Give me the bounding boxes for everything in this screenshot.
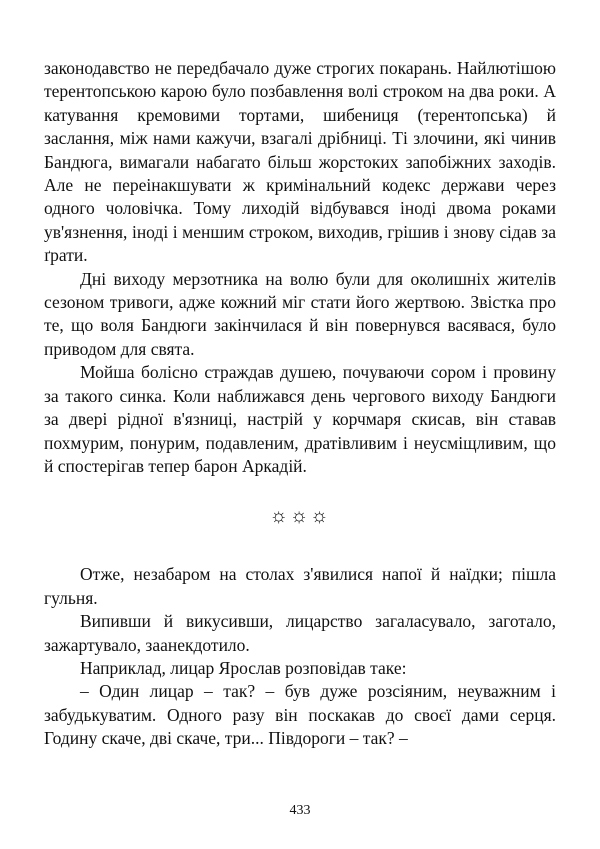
page-number: 433	[289, 803, 311, 818]
text-before-divider	[44, 57, 556, 478]
paragraph: Випивши й викусивши, лицарство загаласувало, заготало, зажартувало, заанекдотило.	[44, 611, 556, 655]
section-divider: ☼☼☼	[269, 505, 331, 528]
paragraph: Отже, незабаром на столах з'явилися напої й наїдки; пішла гульня.	[44, 564, 556, 608]
paragraph: Наприклад, лицар Ярослав розповідав таке:	[80, 657, 407, 678]
paragraph: Дні виходу мерзотника на волю були для околишніх жителів сезоном тривоги, адже кожний міг стати його жертвою. Звістка про те, що воля Бандюги закінчилася й він повернувся васявася, було приводом для свята.	[44, 268, 556, 359]
book-page	[44, 57, 556, 751]
paragraph: Мойша болісно страждав душею, почуваючи сором і провину за такого синка. Коли наближався день чергового виходу Бандюги за двері рідної в'язниці, настрій у корчмаря скисав, він ставав похмурим, понурим, подавленим, дратівливим і неусміщливим, що й спостерігав тепер барон Аркадій.	[44, 362, 556, 476]
paragraph: – Один лицар – так? – був дуже розсіяним, неуважним і забудькуватим. Одного разу він поскакав до своєї дами серця. Годину скаче, дві скаче, три... Півдороги – так? –	[44, 681, 556, 749]
paragraph: законодавство не передбачало дуже строгих покарань. Найлютішою терентопською карою було позбавлення волі строком на два роки. А катування кремовими тортами, шибениця (терентопська) й заслання, між нами кажучи, взагалі дрібниці. Ті злочини, які чинив Бандюга, вимагали набагато більш жорстоких запобіжних заходів. Але не переінакшувати ж кримінальний кодекс держави через одного чоловічка. Тому лиходій відбувався іноді двома роками ув'язнення, іноді і меншим строком, виходив, грішив і знову сідав за ґрати.	[44, 58, 556, 266]
text-after-divider	[44, 563, 556, 750]
